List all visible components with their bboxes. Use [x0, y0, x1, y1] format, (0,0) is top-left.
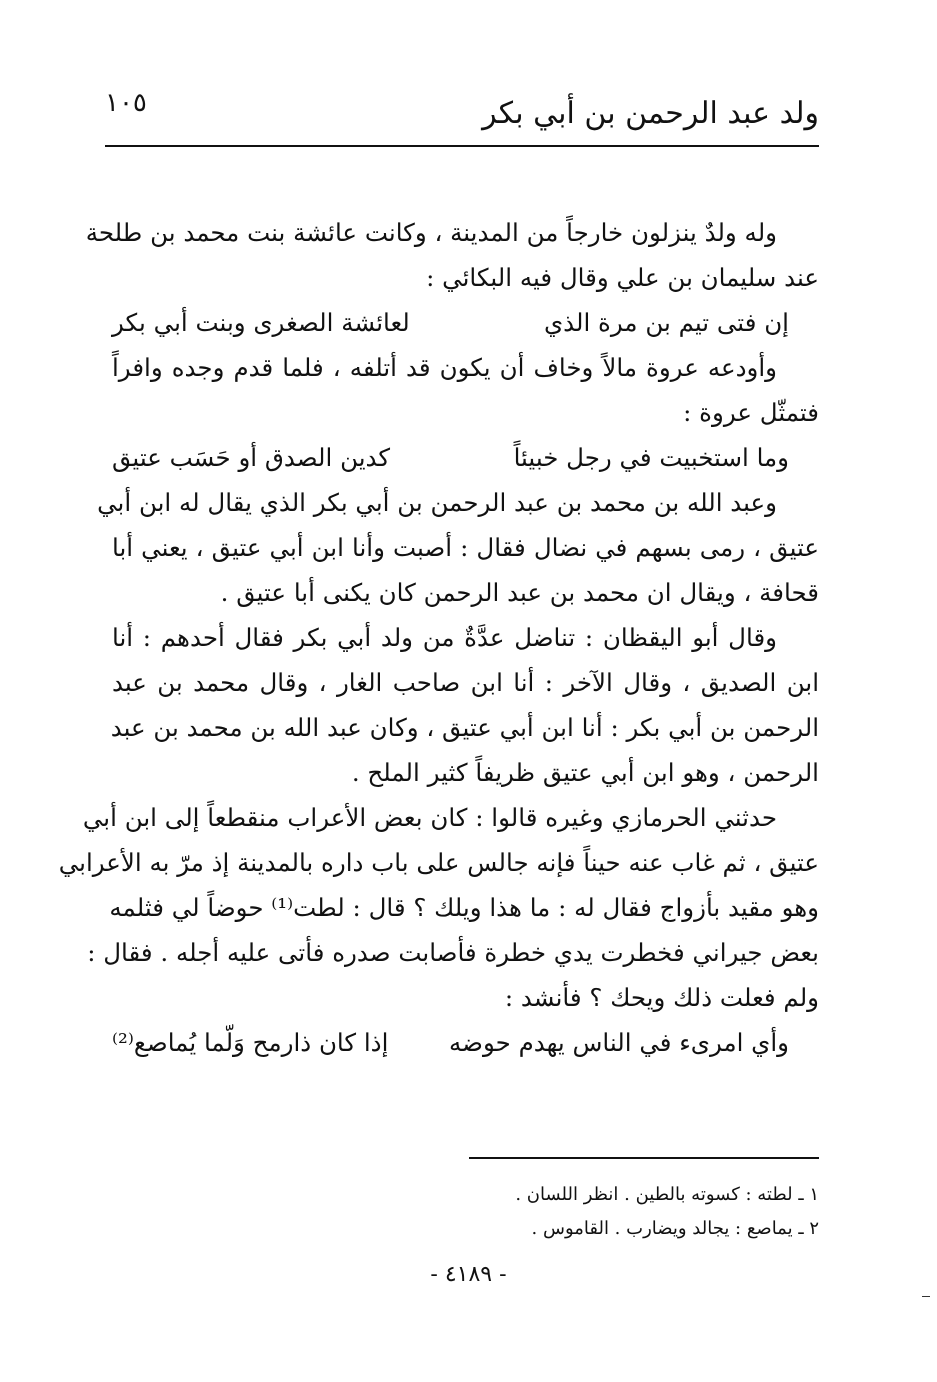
text-line: وله ولدٌ ينزلون خارجاً من المدينة ، وكانت عائشة بنت محمد بن طلحة [85, 218, 777, 247]
page-number-top: ١٠٥ [105, 88, 147, 118]
running-title: ولد عبد الرحمن بن أبي بكر [482, 96, 819, 131]
verse-hemistich-second: لعائشة الصغرى وبنت أبي بكر [112, 308, 410, 337]
text-line: فتمثّل عروة : [683, 398, 819, 427]
footnote: ٢ ـ يماصع : يجالد ويضارب . القاموس . [531, 1218, 819, 1239]
verse-hemistich-second: إذا كان ذارمح وَلّما يُماصع⁽²⁾ [112, 1028, 389, 1057]
text-line: عتيق ، ثم غاب عنه حيناً فإنه جالس على باب داره بالمدينة إذ مرّ به الأعرابي [58, 848, 819, 877]
footnote-rule [469, 1157, 819, 1159]
verse [112, 300, 819, 345]
footnotes [399, 1178, 819, 1246]
text-line: الرحمن ، وهو ابن أبي عتيق ظريفاً كثير الملح . [351, 758, 819, 787]
text-line: وقال أبو اليقظان : تناضل عدَّةٌ من ولد أبي بكر فقال أحدهم : أنا [112, 623, 777, 652]
page-number-bottom: - ٤١٨٩ - [430, 1262, 507, 1287]
verse-hemistich-first: إن فتى تيم بن مرة الذي [543, 308, 789, 337]
verse-hemistich-first: وأي امرىء في الناس يهدم حوضه [449, 1028, 789, 1057]
scan-mark [922, 1296, 930, 1297]
text-line: قحافة ، ويقال ان محمد بن عبد الرحمن كان يكنى أبا عتيق . [220, 578, 819, 607]
text-line: وأودعه عروة مالاً وخاف أن يكون قد أتلفه ، فلما قدم وجده وافراً [112, 353, 777, 382]
text-line: عتيق ، رمى بسهم في نضال فقال : أصبت وأنا ابن أبي عتيق ، يعني أبا [112, 533, 819, 562]
text-line: عند سليمان بن علي وقال فيه البكائي : [426, 263, 819, 292]
verse-hemistich-first: وما استخبيت في رجل خبيئاً [513, 443, 789, 472]
page-header [105, 82, 819, 144]
footnote: ١ ـ لطته : كسوته بالطين . انظر اللسان . [515, 1184, 819, 1205]
verse [112, 435, 819, 480]
body-text [58, 210, 819, 1065]
text-line: وهو مقيد بأزواج فقال له : ما هذا ويلك ؟ قال : لطت⁽¹⁾ حوضاً لي فثلمه [109, 893, 819, 922]
text-line: ولم فعلت ذلك ويحك ؟ فأنشد : [504, 983, 819, 1012]
verse [112, 1020, 819, 1065]
header-rule [105, 145, 819, 147]
text-line: الرحمن بن أبي بكر : أنا ابن أبي عتيق ، وكان عبد الله بن محمد بن عبد [110, 713, 819, 742]
text-line: وعبد الله بن محمد بن عبد الرحمن بن أبي بكر الذي يقال له ابن أبي [97, 488, 777, 517]
text-line: ابن الصديق ، وقال الآخر : أنا ابن صاحب الغار ، وقال محمد بن عبد [112, 668, 819, 697]
verse-hemistich-second: كدين الصدق أو حَسَب عتيق [112, 443, 391, 472]
text-line: بعض جيراني فخطرت يدي خطرة فأصابت صدره فأتى عليه أجله . فقال : [87, 938, 819, 967]
text-line: حدثني الحرمازي وغيره قالوا : كان بعض الأعراب منقطعاً إلى ابن أبي [82, 803, 777, 832]
